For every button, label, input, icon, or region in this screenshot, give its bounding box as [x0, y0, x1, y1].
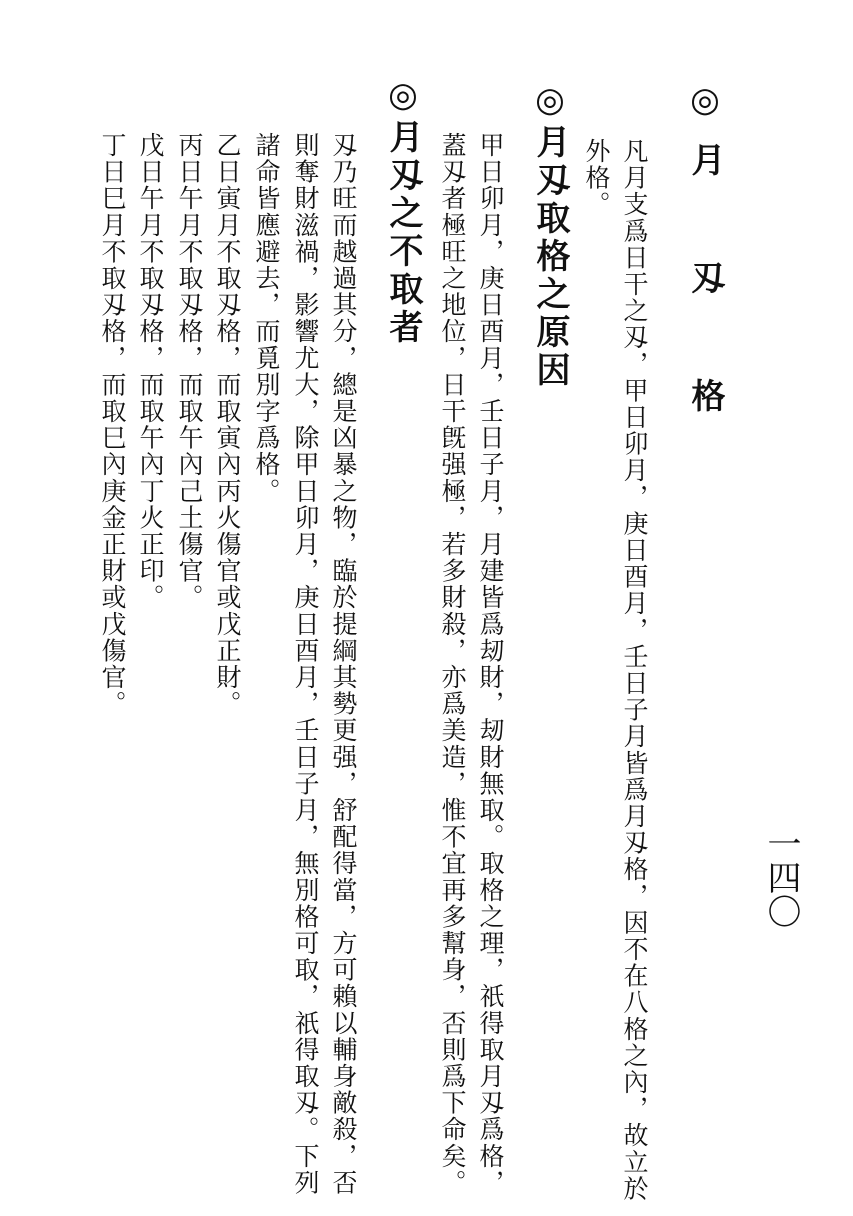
text-line: 戊日午月不取刄格，而取午內丁火正印。: [136, 132, 165, 611]
section-heading-origin: ◎月刄取格之原因: [530, 80, 570, 390]
text-line: 丙日午月不取刄格，而取午內己土傷官。: [175, 132, 204, 611]
text-line: 丁日巳月不取刄格，而取巳內庚金正財或戊傷官。: [98, 132, 127, 718]
section-heading-yue-ren-ge: ◎月 刄 格: [685, 80, 725, 434]
text-line: 諸命皆應避去，而覓別字爲格。: [252, 132, 281, 505]
text-line: 外格。: [582, 138, 611, 218]
text-line: 凡月支爲日干之刄，甲日卯月，庚日酉月，壬日子月皆爲月刄格，因不在八格之內，故立於: [620, 138, 649, 1202]
text-line: 刄乃旺而越過其分，總是凶暴之物，臨於提綱其勢更强，舒配得當，方可賴以輔身敵殺，否: [329, 132, 358, 1196]
page-number: 一四〇: [761, 826, 801, 928]
section-heading-not-taken: ◎月刄之不取者: [383, 75, 423, 347]
text-line: 乙日寅月不取刄格，而取寅內丙火傷官或戊正財。: [213, 132, 242, 718]
text-line: 則奪財滋禍，影響尤大，除甲日卯月，庚日酉月，壬日子月，無別格可取，祇得取刄。下列: [291, 132, 320, 1196]
text-line: 甲日卯月，庚日酉月，壬日子月，月建皆爲刼財，刼財無取。取格之理，祇得取月刄爲格，: [476, 132, 505, 1196]
text-line: 蓋刄者極旺之地位，日干旣强極，若多財殺，亦爲美造，惟不宜再多幫身，否則爲下命矣。: [438, 132, 467, 1196]
